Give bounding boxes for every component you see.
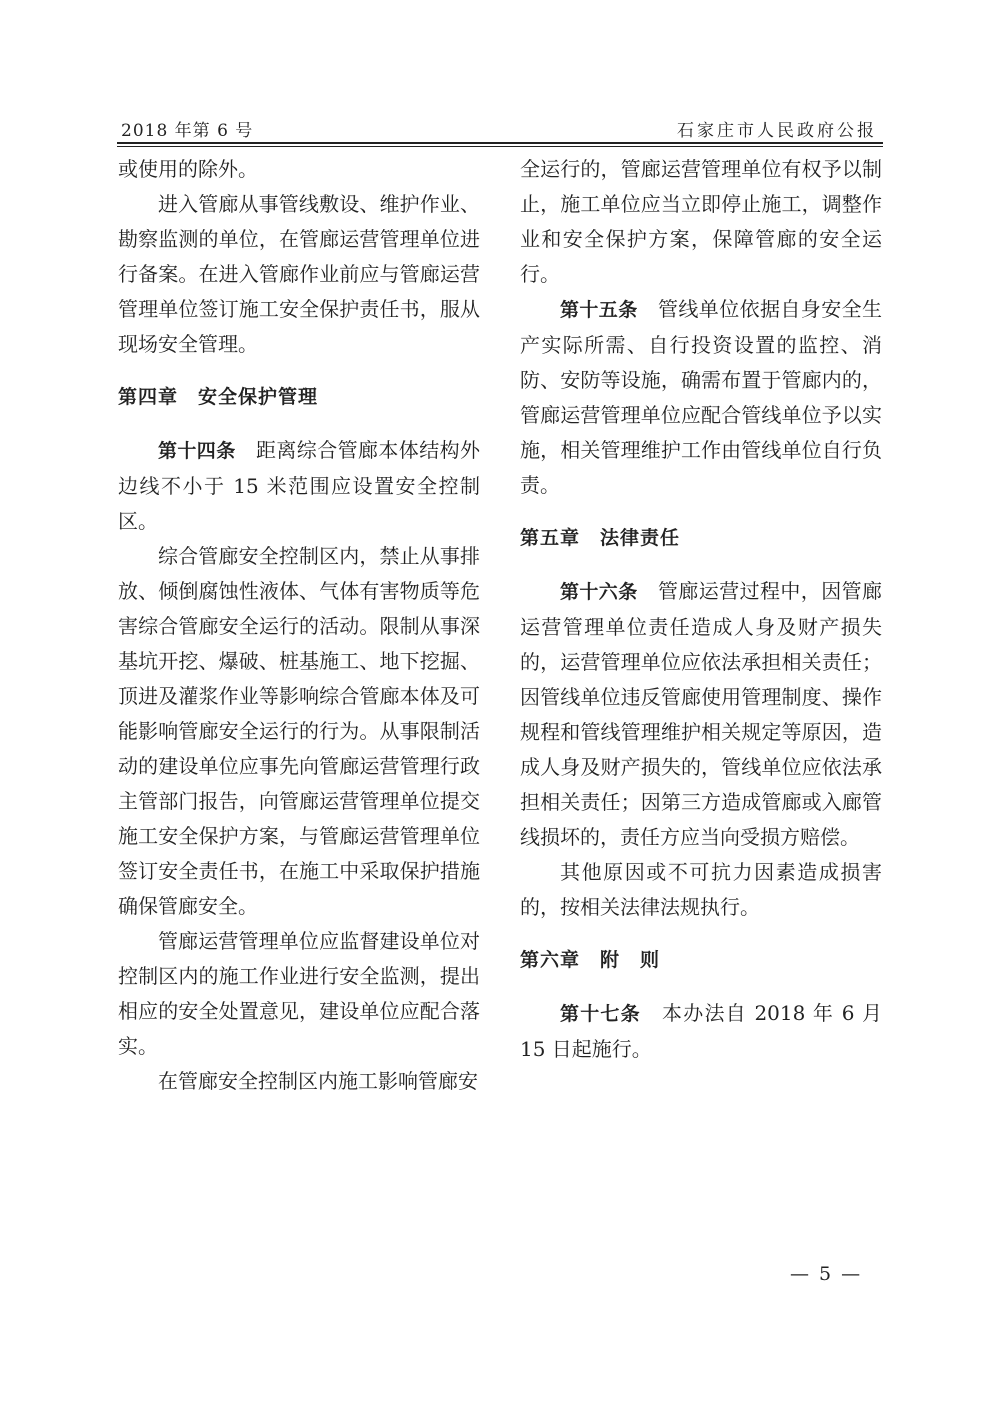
article-title: 第十五条 [560,299,638,321]
issue-label: 2018 年第 6 号 [121,121,254,141]
paragraph: 进入管廊从事管线敷设、维护作业、勘察监测的单位，在管廊运营管理单位进行备案。在进入管廊作业前应与管廊运营管理单位签订施工安全保护责任书，服从现场安全管理。 [118,192,480,356]
chapter-heading: 第六章 附 则 [520,949,661,971]
paragraph: 在管廊安全控制区内施工影响管廊安 [158,1069,478,1093]
page-number: — 5 — [790,1263,863,1285]
article-text: 管线单位依据自身安全生产实际所需、自行投资设置的监控、消防、安防等设施，确需布置于管廊内的，管廊运营管理单位应配合管线单位予以实施，相关管理维护工作由管线单位自行负责。 [520,297,882,497]
article-title: 第十六条 [560,581,638,603]
article-text: 管廊运营过程中，因管廊运营管理单位责任造成人身及财产损失的，运营管理单位应依法承担相关责任；因管线单位违反管廊使用管理制度、操作规程和管线管理维护相关规定等原因，造成人身及财产损失的，管线单位应依法承担相关责任；因第三方造成管廊或入廊管线损坏的，责任方应当向受损方赔偿。 [520,579,882,849]
chapter-heading: 第四章 安全保护管理 [118,386,319,408]
paragraph: 全运行的，管廊运营管理单位有权予以制止，施工单位应当立即停止施工，调整作业和安全保护方案，保障管廊的安全运行。 [520,157,882,286]
paragraph: 综合管廊安全控制区内，禁止从事排放、倾倒腐蚀性液体、气体有害物质等危害综合管廊安全运行的活动。限制从事深基坑开挖、爆破、桩基施工、地下挖掘、顶进及灌浆作业等影响综合管廊本体及可能影响管廊安全运行的行为。从事限制活动的建设单位应事先向管廊运营管理行政主管部门报告，向管廊运营管理单位提交施工安全保护方案，与管廊运营管理单位签订安全责任书，在施工中采取保护措施确保管廊安全。 [118,544,480,918]
article-15 [520,292,882,503]
article-14 [118,433,480,539]
header-rule-thick [117,142,883,144]
article-17 [520,996,882,1067]
chapter-heading: 第五章 法律责任 [520,527,681,549]
page-header [117,112,883,140]
paragraph: 其他原因或不可抗力因素造成损害的，按相关法律法规执行。 [520,860,882,919]
header-rule-thin [117,146,883,147]
article-text: 距离综合管廊本体结构外边线不小于 15 米范围应设置安全控制区。 [118,438,480,533]
article-text: 本办法自 2018 年 6 月 15 日起施行。 [520,1001,882,1061]
article-title: 第十四条 [158,440,236,462]
article-title: 第十七条 [560,1003,641,1025]
paragraph: 或使用的除外。 [118,157,258,181]
left-column [118,152,480,1099]
article-16 [520,574,882,855]
publication-title: 石家庄市人民政府公报 [677,121,877,141]
paragraph: 管廊运营管理单位应监督建设单位对控制区内的施工作业进行安全监测，提出相应的安全处置意见，建设单位应配合落实。 [118,929,480,1058]
right-column [520,152,882,1067]
